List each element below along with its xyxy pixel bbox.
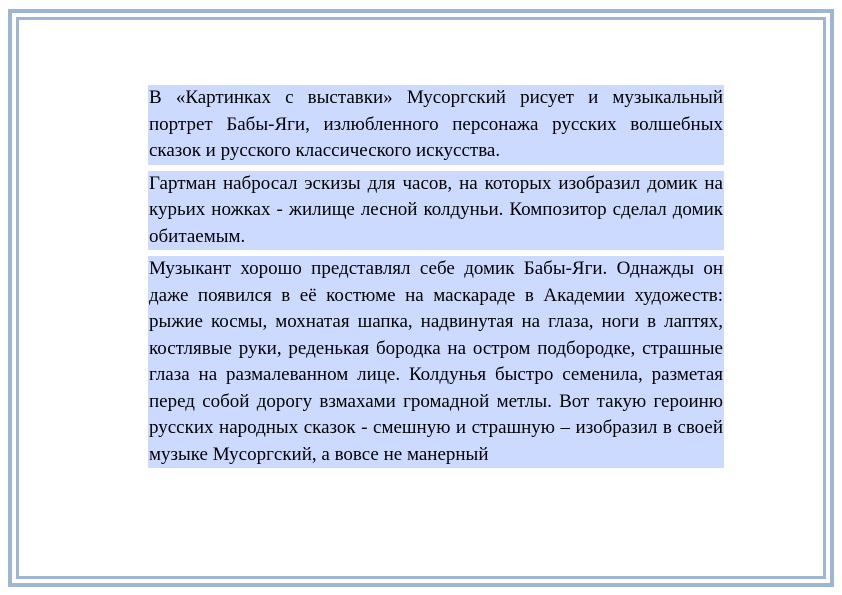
paragraph-1: В «Картинках с выставки» Мусоргский рисует и музыкальный портрет Бабы-Яги, излюбленного персонажа русских волшебных сказок и русского классического искусства. xyxy=(148,85,724,165)
paragraph-3: Музыкант хорошо представлял себе домик Бабы-Яги. Однажды он даже появился в её костюме на маскараде в Академии художеств: рыжие космы, мохнатая шапка, надвинутая на глаза, ноги в лаптях, костлявые руки, реденькая бородка на остром подбородке, страшные глаза на размалеванном лице. Колдунья быстро семенила, разметая перед собой дорогу взмахами громадной метлы. Вот такую героиню русских народных сказок - смешную и страшную – изобразил в своей музыке Мусоргский, а вовсе не манерный xyxy=(148,256,724,468)
paragraph-2: Гартман набросал эскизы для часов, на которых изобразил домик на курьих ножках - жилище лесной колдуньи. Композитор сделал домик обитаемым. xyxy=(148,171,724,251)
text-box xyxy=(148,85,724,468)
